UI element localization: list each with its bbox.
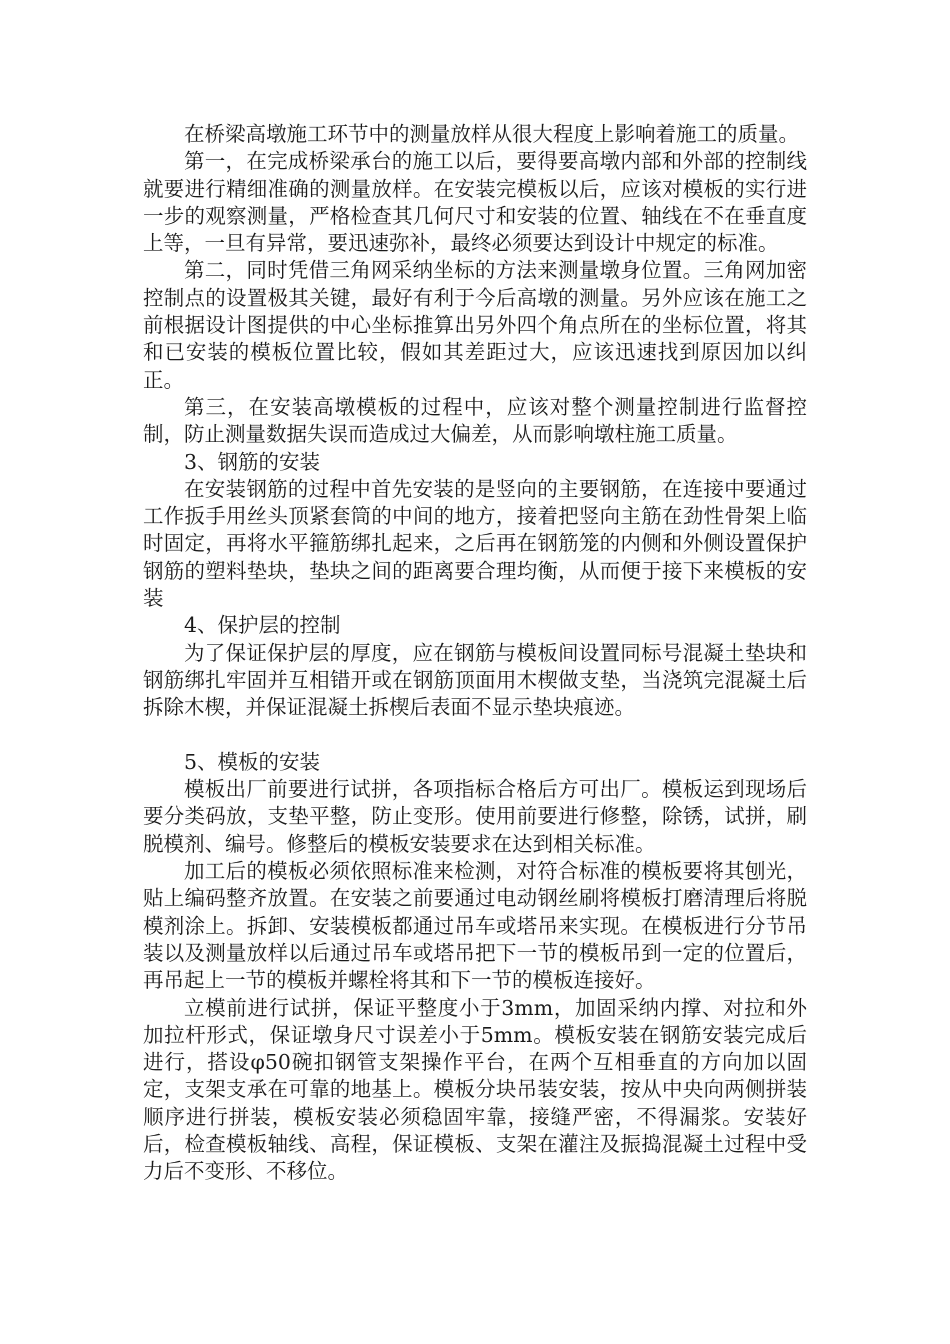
paragraph-formwork-3: 立模前进行试拼，保证平整度小于3mm，加固采纳内撑、对拉和外加拉杆形式，保证墩身尺寸误差小于5mm。模板安装在钢筋安装完成后进行，搭设φ50碗扣钢管支架操作平台，在两个互相垂直的方向加以固定，支架支承在可靠的地基上。模板分块吊装安装，按从中央向两侧拼装顺序进行拼装，模板安装必须稳固牢靠，接缝严密，不得漏浆。安装好后，检查模板轴线、高程，保证模板、支架在灌注及振捣混凝土过程中受力后不变形、不移位。 <box>143 995 807 1184</box>
paragraph-cover: 为了保证保护层的厚度，应在钢筋与模板间设置同标号混凝土垫块和钢筋绑扎牢固并互相错开或在钢筋顶面用木楔做支垫，当浇筑完混凝土后拆除木楔，并保证混凝土拆楔后表面不显示垫块痕迹。 <box>143 640 807 720</box>
section-heading-rebar: 3、钢筋的安装 <box>184 449 321 474</box>
paragraph-second: 第二，同时凭借三角网采纳坐标的方法来测量墩身位置。三角网加密控制点的设置极其关键，最好有利于今后高墩的测量。另外应该在施工之前根据设计图提供的中心坐标推算出另外四个角点所在的坐标位置，将其和已安装的模板位置比较，假如其差距过大，应该迅速找到原因加以纠正。 <box>143 258 807 392</box>
section-heading-cover: 4、保护层的控制 <box>184 613 341 638</box>
document-body <box>143 121 807 1186</box>
paragraph-intro: 在桥梁高墩施工环节中的测量放样从很大程度上影响着施工的质量。 <box>184 122 799 146</box>
paragraph-third: 第三，在安装高墩模板的过程中，应该对整个测量控制进行监督控制，防止测量数据失误而造成过大偏差，从而影响墩柱施工质量。 <box>143 394 807 447</box>
paragraph-formwork-1: 模板出厂前要进行试拼，各项指标合格后方可出厂。模板运到现场后要分类码放，支垫平整，防止变形。使用前要进行修整，除锈，试拼，刷脱模剂、编号。修整后的模板安装要求在达到相关标准。 <box>143 777 807 856</box>
paragraph-first: 第一，在完成桥梁承台的施工以后，要得要高墩内部和外部的控制线就要进行精细准确的测量放样。在安装完模板以后，应该对模板的实行进一步的观察测量，严格检查其几何尺寸和安装的位置、轴线在不在垂直度上等，一旦有异常，要迅速弥补，最终必须要达到设计中规定的标准。 <box>143 149 807 256</box>
paragraph-rebar: 在安装钢筋的过程中首先安装的是竖向的主要钢筋，在连接中要通过工作扳手用丝头顶紧套筒的中间的地方，接着把竖向主筋在劲性骨架上临时固定，再将水平箍筋绑扎起来，之后再在钢筋笼的内侧和外侧设置保护钢筋的塑料垫块，垫块之间的距离要合理均衡，从而便于接下来模板的安装 <box>143 476 807 611</box>
paragraph-formwork-2: 加工后的模板必须依照标准来检测，对符合标准的模板要将其刨光，贴上编码整齐放置。在安装之前要通过电动钢丝刷将模板打磨清理后将脱模剂涂上。拆卸、安装模板都通过吊车或塔吊来实现。在模板进行分节吊装以及测量放样以后通过吊车或塔吊把下一节的模板吊到一定的位置后，再吊起上一节的模板并螺栓将其和下一节的模板连接好。 <box>143 859 807 993</box>
section-heading-formwork: 5、模板的安装 <box>184 749 321 774</box>
